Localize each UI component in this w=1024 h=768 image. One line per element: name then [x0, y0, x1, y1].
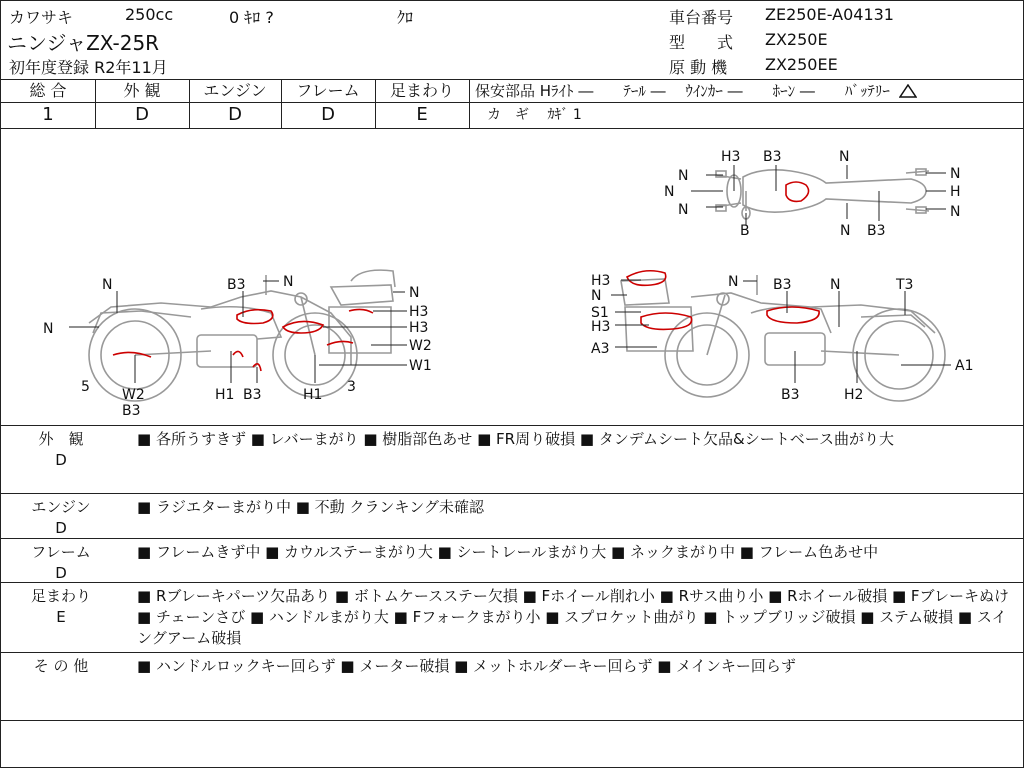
mark-left-5: 5 — [81, 379, 90, 395]
frame-no: ZE250E-A04131 — [765, 5, 894, 24]
mark-top-b: B — [740, 223, 750, 239]
mark-right-a3: A3 — [591, 341, 610, 357]
grade-label: 足まわり — [375, 80, 469, 103]
notes-category — [1, 656, 121, 677]
engine-label: 原 動 機 — [669, 58, 728, 77]
mark-left-h3: H3 — [409, 304, 429, 320]
mark-top-h3: H3 — [721, 149, 741, 165]
notes-category — [1, 542, 121, 584]
mark-right-h3: H3 — [591, 319, 611, 335]
notes-engine — [1, 493, 1023, 539]
notes-other — [1, 652, 1023, 721]
mark-left-h1: H1 — [215, 387, 235, 403]
notes-frame — [1, 538, 1023, 583]
mark-top-n: N — [664, 184, 675, 200]
mark-left-b3: B3 — [122, 403, 141, 419]
first-registration: 初年度登録 R2年11月 — [9, 58, 168, 77]
mark-right-b3: H2 — [844, 387, 864, 403]
grade-exterior — [95, 80, 190, 128]
notes-text: ■ Rブレーキパーツ欠品あり ■ ボトムケースステー欠損 ■ Fホイール削れ小 ■ Rサス曲り小 ■ Rホイール破損 ■ Fブレーキぬけ ■ チェーンさび ■ ハンドルまがり大 ■ Fフォークまがり小 ■ スプロケット曲がり ■ トップブリッジ破損 ■ ステム破損 ■ スイングアーム破損 — [137, 587, 1009, 647]
notes-category-grade: D — [55, 519, 67, 537]
notes-exterior — [1, 425, 1023, 494]
notes-text: ■ ラジエターまがり中 ■ 不動 クランキング未確認 — [137, 498, 484, 516]
notes-text: ■ フレームきず中 ■ カウルステーまがり大 ■ シートレールまがり大 ■ ネックまがり中 ■ フレーム色あせ中 — [137, 543, 879, 561]
mark-left-w1: W1 — [409, 358, 432, 374]
mark-right-n: N — [830, 277, 841, 293]
safety-parts — [469, 80, 1023, 128]
grades-row — [1, 79, 1023, 129]
top-view-bike — [691, 165, 946, 225]
type-label: 型 式 — [669, 33, 734, 52]
safety-parts-text: 保安部品 Hﾗｲﾄ ― ﾃｰﾙ ― ｳｲﾝｶｰ ― ﾎｰﾝ ― ﾊﾞｯﾃﾘｰ — [475, 82, 890, 100]
mark-top-b3: B3 — [867, 223, 886, 239]
mark-top-n: N — [840, 223, 851, 239]
grade-total — [1, 80, 96, 128]
mark-top-n: N — [678, 168, 689, 184]
grade-label: フレーム — [281, 80, 375, 103]
notes-category — [1, 586, 121, 628]
damage-diagram — [1, 127, 1023, 426]
grade-value: D — [228, 104, 242, 125]
grade-label: 外 観 — [95, 80, 189, 103]
frame-no-label: 車台番号 — [669, 8, 734, 27]
grade-value: 1 — [42, 104, 54, 125]
mark-right-n: T3 — [896, 277, 914, 293]
bike-diagram-svg — [1, 127, 1023, 425]
mark-top-b3: B3 — [763, 149, 782, 165]
notes-category — [1, 497, 121, 539]
mark-right-t3: A1 — [955, 358, 974, 374]
grade-frame — [281, 80, 376, 128]
mark-left-w2: W2 — [122, 387, 145, 403]
mark-left-n: N — [283, 274, 294, 290]
grade-value: D — [321, 104, 335, 125]
maker: カワサキ — [9, 8, 74, 27]
mark-left-b3: B3 — [243, 387, 262, 403]
notes-category-label: フレーム — [31, 543, 91, 561]
mark-top-n: N — [678, 202, 689, 218]
notes-category-label: エンジン — [31, 498, 91, 516]
mileage: 0 ｷﾛ ? — [229, 8, 274, 27]
mark-left-h1: H1 — [303, 387, 323, 403]
mark-right-h3: H3 — [591, 273, 611, 289]
grade-value: D — [135, 104, 149, 125]
notes-suspension — [1, 582, 1023, 653]
mark-top-n: N — [950, 204, 961, 220]
engine-value: ZX250EE — [765, 55, 838, 74]
grade-engine — [189, 80, 282, 128]
mark-right-b3: B3 — [773, 277, 792, 293]
keys-row: カ ギ ｶｷﾞ 1 — [487, 107, 582, 123]
grade-label: 総 合 — [1, 80, 95, 103]
notes-text: ■ 各所うすきず ■ レバーまがり ■ 樹脂部色あせ ■ FR周り破損 ■ タンデムシート欠品&シートベース曲がり大 — [137, 430, 894, 448]
grade-value: E — [416, 104, 428, 125]
mark-left-n: N — [43, 321, 54, 337]
grade-label: エンジン — [189, 80, 281, 103]
safety-parts-row — [469, 80, 1023, 103]
mark-top-n: N — [839, 149, 850, 165]
mark-left-b3: B3 — [227, 277, 246, 293]
displacement: 250cc — [125, 5, 174, 24]
mark-left-h3: H3 — [409, 320, 429, 336]
warning-triangle-icon — [899, 84, 917, 98]
notes-category-grade: D — [55, 564, 67, 582]
model-name: ニンジャZX-25R — [7, 31, 160, 55]
mark-left-n: N — [409, 285, 420, 301]
mark-right-n: N — [728, 274, 739, 290]
type-value: ZX250E — [765, 30, 828, 49]
notes-category-label: 外 観 — [38, 430, 84, 448]
notes-category — [1, 429, 121, 471]
mark-top-n: N — [950, 166, 961, 182]
mark-right-a1: B3 — [781, 387, 800, 403]
notes-text: ■ ハンドルロックキー回らず ■ メーター破損 ■ メットホルダーキー回らず ■ メインキー回らず — [137, 657, 796, 675]
mark-top-h: H — [950, 184, 961, 200]
mark-right-n: N — [591, 288, 602, 304]
notes-category-grade: D — [55, 451, 67, 469]
notes-category-label: そ の 他 — [33, 657, 89, 675]
mark-left-w2: W2 — [409, 338, 432, 354]
mark-left-n: N — [102, 277, 113, 293]
color: ｸﾛ — [397, 8, 414, 27]
mark-left-3: 3 — [347, 379, 356, 395]
notes-category-label: 足まわり — [30, 587, 91, 605]
notes-category-grade: E — [56, 608, 66, 626]
mark-right-s1: S1 — [591, 305, 609, 321]
grade-suspension — [375, 80, 470, 128]
